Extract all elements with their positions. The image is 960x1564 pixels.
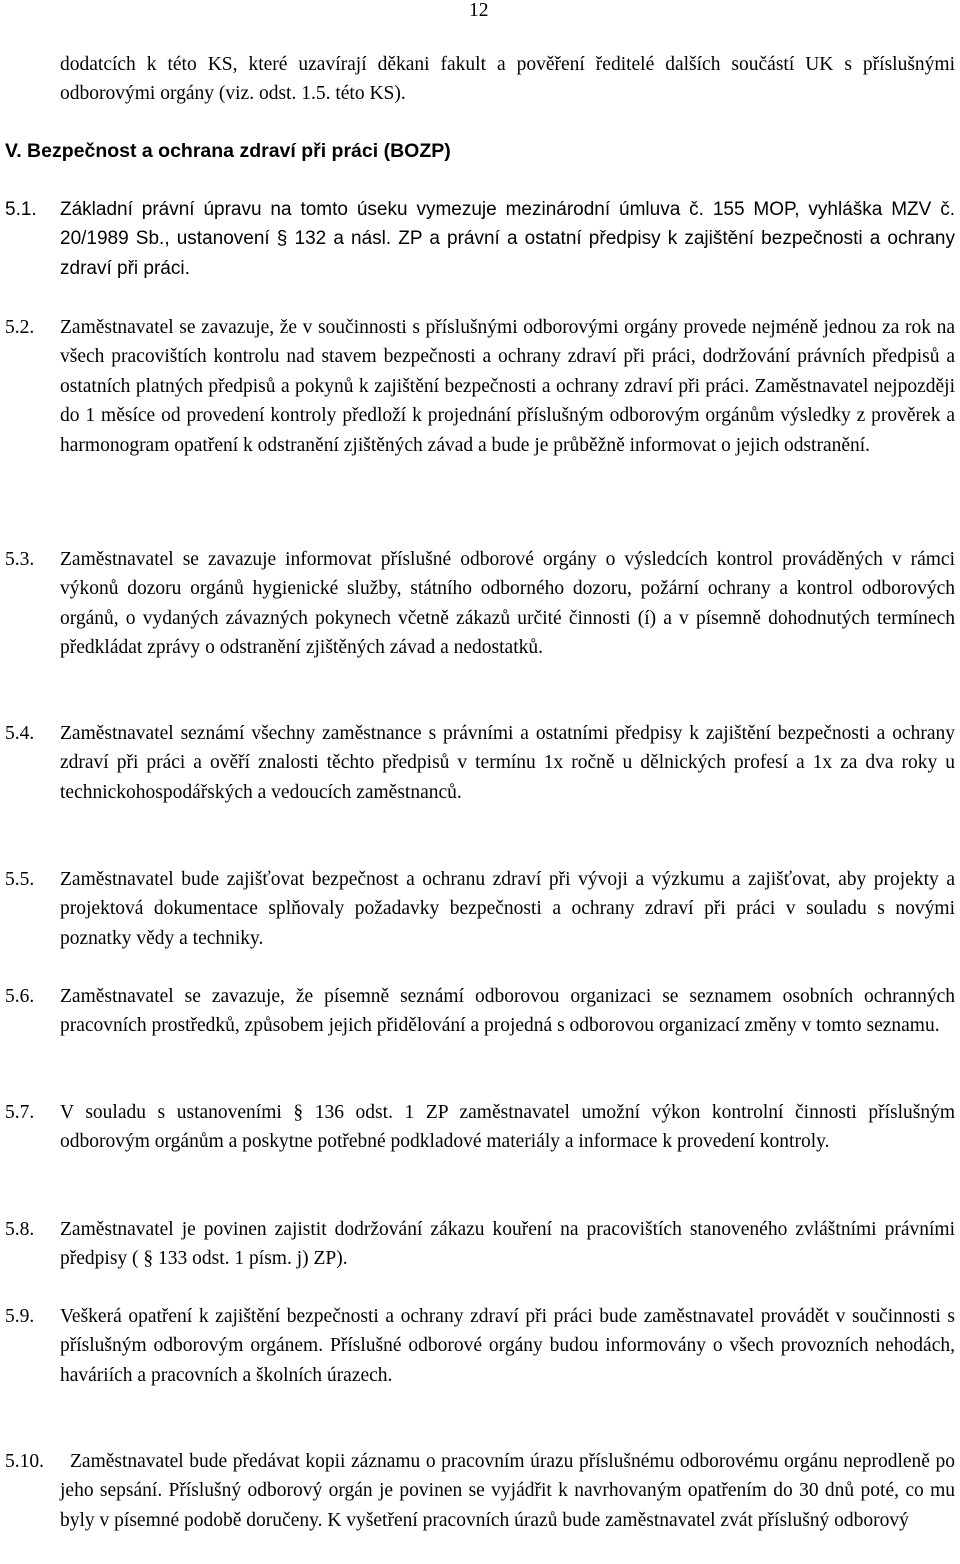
clause-number: 5.3. [5, 549, 35, 570]
clause-5-6 [5, 982, 955, 1041]
clause-text: Veškerá opatření k zajištění bezpečnosti a ochrany zdraví při práci bude zaměstnavatel provádět v součinnosti s příslušným odborovým orgánem. Příslušné odborové orgány budou informovány o všech provozních nehodách, haváriích a pracovních a školních úrazech. [60, 1306, 955, 1386]
clause-number: 5.10. [5, 1451, 44, 1472]
clause-text: V souladu s ustanoveními § 136 odst. 1 ZP zaměstnavatel umožní výkon kontrolní činnosti příslušným odborovým orgánům a poskytne potřebné podkladové materiály a informace k provedení kontroly. [60, 1102, 955, 1153]
clause-5-3 [5, 545, 955, 663]
clause-text: Zaměstnavatel se zavazuje informovat příslušné odborové orgány o výsledcích kontrol prováděných v rámci výkonů dozoru orgánů hygienické služby, státního odborného dozoru, požární ochrany a kontrol odborových orgánů, o vydaných závazných pokynech včetně zákazů určité činnosti (í) a v písemně dohodnutých termínech předkládat zprávy o odstranění zjištěných závad a nedostatků. [60, 549, 955, 659]
clause-text: Zaměstnavatel seznámí všechny zaměstnance s právními a ostatními předpisy k zajištění bezpečnosti a ochrany zdraví při práci a ověří znalosti těchto předpisů v termínu 1x ročně u dělnických profesí a 1x za dva roky u technickohospodářských a vedoucích zaměstnanců. [60, 723, 955, 803]
clause-text: Základní právní úpravu na tomto úseku vymezuje mezinárodní úmluva č. 155 MOP, vyhláška MZV č. 20/1989 Sb., ustanovení § 132 a násl. ZP a právní a ostatní předpisy k zajištění bezpečnosti a ochrany zdraví při práci. [60, 199, 955, 279]
clause-number: 5.5. [5, 869, 35, 890]
clause-5-7 [5, 1098, 955, 1157]
clause-5-8 [5, 1215, 955, 1274]
clause-5-5 [5, 865, 955, 953]
clause-5-1 [5, 195, 955, 283]
clause-5-2 [5, 313, 955, 460]
clause-text: Zaměstnavatel bude předávat kopii záznamu o pracovním úrazu příslušnému odborovému orgánu neprodleně po jeho sepsání. Příslušný odborový orgán je povinen se vyjádřit k navrhovaným opatřením do 30 dnů poté, co mu byly v písemné podobě doručeny. K vyšetření pracovních úrazů bude zaměstnavatel zvát příslušný odborový [60, 1451, 955, 1531]
clause-number: 5.6. [5, 986, 35, 1007]
clause-text: Zaměstnavatel je povinen zajistit dodržování zákazu kouření na pracovištích stanoveného zvláštními právními předpisy ( § 133 odst. 1 písm. j) ZP). [60, 1219, 955, 1270]
clause-text: Zaměstnavatel se zavazuje, že v součinnosti s příslušnými odborovými orgány provede nejméně jednou za rok na všech pracovištích kontrolu nad stavem bezpečnosti a ochrany zdraví při práci, dodržování právních předpisů a ostatních platných předpisů a pokynů k zajištění bezpečnosti a ochrany zdraví při práci. Zaměstnavatel nejpozději do 1 měsíce od provedení kontroly předloží k projednání příslušným odborovým orgánům výsledky z prověrek a harmonogram opatření k odstranění zjištěných závad a bude je průběžně informovat o jejich odstranění. [60, 317, 955, 456]
clause-text: Zaměstnavatel se zavazuje, že písemně seznámí odborovou organizaci se seznamem osobních ochranných pracovních prostředků, způsobem jejich přidělování a projedná s odborovou organizací změny v tomto seznamu. [60, 986, 955, 1037]
clause-number: 5.7. [5, 1102, 35, 1123]
clause-5-4 [5, 719, 955, 807]
section-heading: V. Bezpečnost a ochrana zdraví při práci (BOZP) [5, 140, 451, 162]
clause-number: 5.1. [5, 199, 37, 220]
clause-number: 5.2. [5, 317, 35, 338]
page-number: 12 [469, 0, 489, 21]
clause-text: Zaměstnavatel bude zajišťovat bezpečnost a ochranu zdraví při vývoji a výzkumu a zajišťovat, aby projekty a projektová dokumentace splňovaly požadavky bezpečnosti a ochrany zdraví při práci v souladu s novými poznatky vědy a techniky. [60, 869, 955, 949]
clause-5-9 [5, 1302, 955, 1390]
intro-paragraph: dodatcích k této KS, které uzavírají děkani fakult a pověření ředitelé dalších součástí UK s příslušnými odborovými orgány (viz. odst. 1.5. této KS). [60, 54, 955, 105]
clause-5-10 [5, 1447, 955, 1535]
clause-number: 5.4. [5, 723, 35, 744]
clause-number: 5.9. [5, 1306, 35, 1327]
clause-number: 5.8. [5, 1219, 35, 1240]
